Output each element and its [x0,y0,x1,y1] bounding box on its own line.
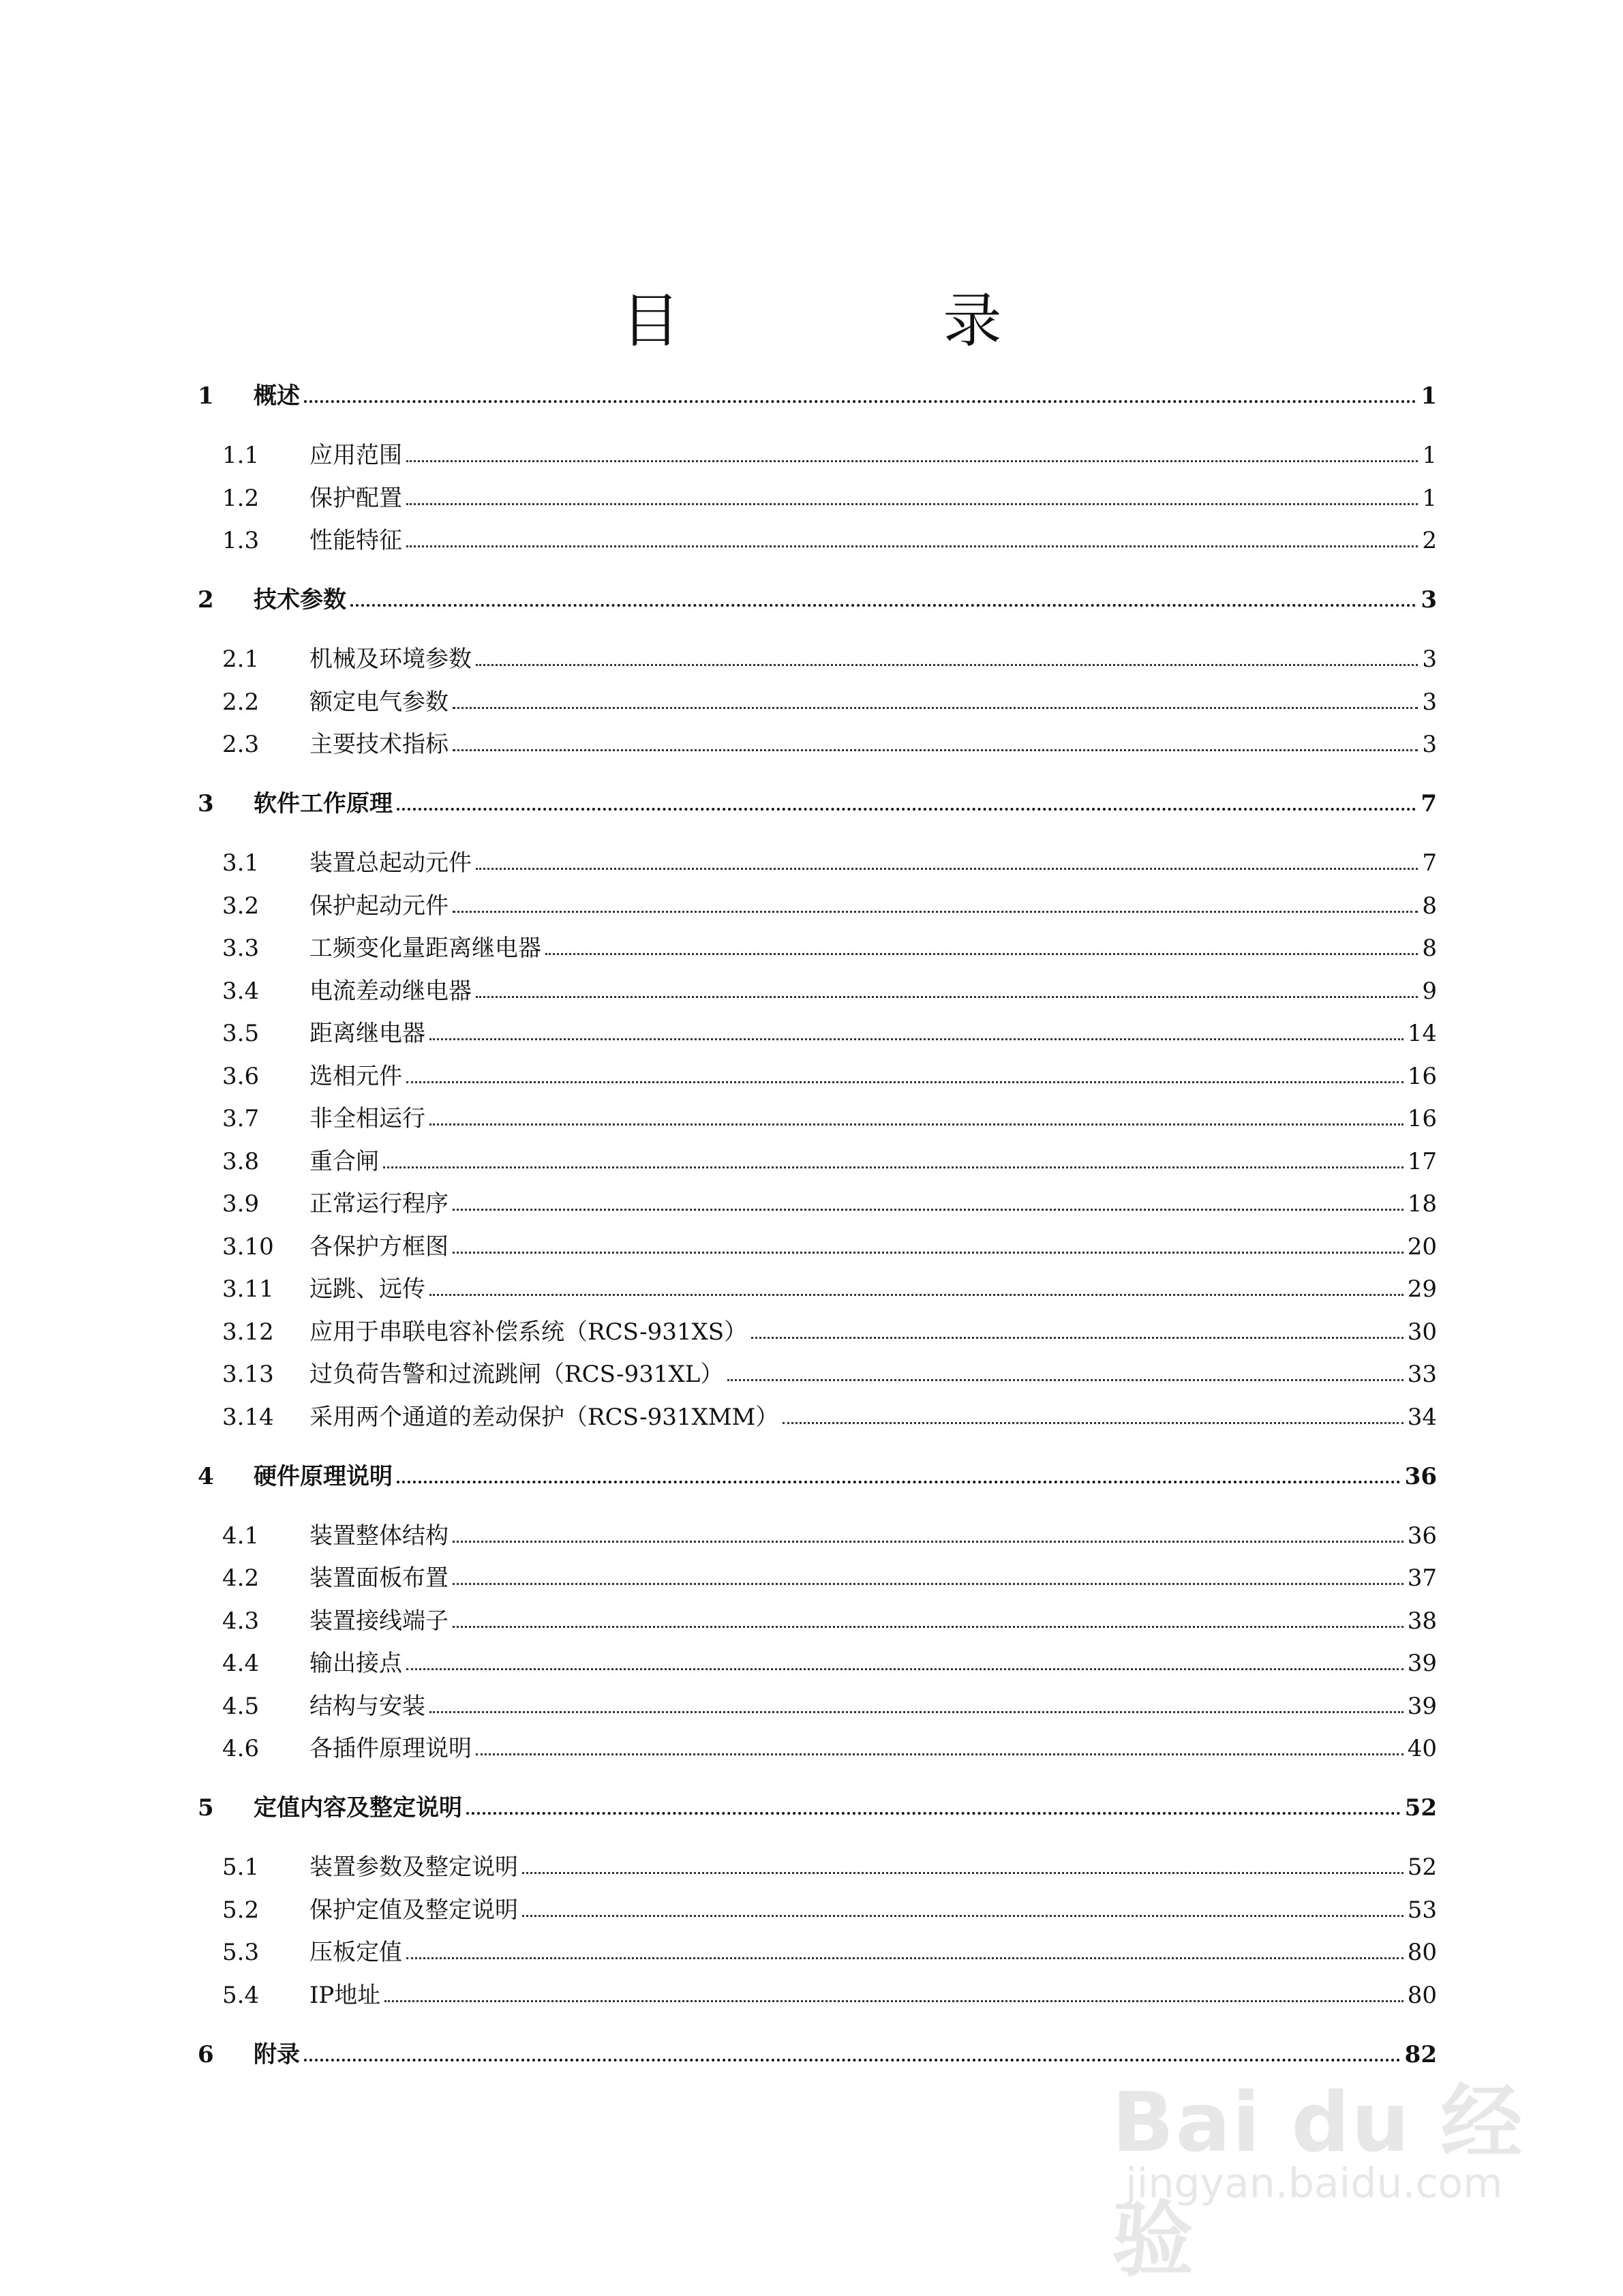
toc-section-entry[interactable] [222,518,1437,552]
toc-dot-leader [453,707,1418,709]
toc-page-number: 17 [1407,1147,1437,1175]
toc-number: 6 [198,2040,214,2068]
toc-dot-leader [350,604,1416,607]
toc-section-entry[interactable] [222,926,1437,960]
toc-title: 技术参数 [254,586,346,614]
toc-dot-leader [406,503,1418,505]
toc-dot-leader [453,1541,1404,1543]
toc-dot-leader [453,749,1418,751]
toc-page-number: 80 [1407,1939,1437,1966]
toc-title: 机械及环境参数 [309,646,472,673]
toc-title: 软件工作原理 [254,790,393,817]
toc-page-number: 82 [1404,2040,1437,2068]
toc-dot-leader [406,1957,1404,1959]
toc-page-number: 3 [1422,731,1437,758]
toc-number: 3 [198,790,214,817]
toc-title: 采用两个通道的差动保护（RCS-931XMM） [309,1403,779,1431]
toc-page-number: 39 [1407,1650,1437,1677]
toc-page-number: 52 [1404,1794,1437,1822]
toc-title: 输出接点 [309,1650,402,1677]
toc-number: 1 [198,382,214,410]
toc-page-number: 7 [1421,790,1437,817]
toc-dot-leader [476,664,1418,666]
toc-title: 正常运行程序 [309,1190,449,1218]
page-title: 目 录 [621,286,1104,355]
toc-section-entry[interactable] [222,1352,1437,1386]
toc-page-number: 80 [1407,1981,1437,2009]
toc-page-number: 1 [1421,382,1437,410]
toc-number: 3.13 [222,1361,274,1388]
toc-page-number: 36 [1407,1522,1437,1550]
toc-title: 保护起动元件 [309,892,449,920]
toc-section-entry[interactable] [222,433,1437,467]
toc-section-entry[interactable] [222,1599,1437,1633]
toc-title: 各保护方框图 [309,1233,449,1260]
toc-number: 1.3 [222,527,260,554]
toc-number: 1.1 [222,442,260,469]
toc-page-number: 30 [1407,1318,1437,1346]
toc-page-number: 16 [1407,1105,1437,1132]
toc-page-number: 53 [1407,1896,1437,1924]
toc-title: 附录 [254,2040,300,2068]
toc-dot-leader [522,1915,1404,1917]
toc-chapter-entry[interactable] [198,1454,1437,1488]
toc-title: 定值内容及整定说明 [254,1794,462,1822]
toc-number: 3.6 [222,1062,260,1090]
toc-number: 4.5 [222,1692,260,1720]
toc-dot-leader [751,1337,1404,1339]
toc-dot-leader [466,1812,1401,1815]
toc-section-entry[interactable] [222,722,1437,756]
toc-dot-leader [429,1294,1404,1296]
toc-dot-leader [476,868,1418,870]
toc-dot-leader [383,1166,1404,1168]
toc-chapter-entry[interactable] [198,577,1437,614]
toc-title: 装置接线端子 [309,1607,449,1635]
toc-number: 4.1 [222,1522,260,1550]
toc-number: 2.2 [222,688,260,716]
toc-section-entry[interactable] [222,637,1437,671]
toc-section-entry[interactable] [222,1888,1437,1922]
toc-title: 性能特征 [309,527,402,554]
toc-number: 3.10 [222,1233,274,1260]
toc-page-number: 40 [1407,1735,1437,1762]
toc-dot-leader [406,1081,1404,1083]
toc-number: 3.8 [222,1147,260,1175]
toc-dot-leader [429,1038,1404,1040]
toc-section-entry[interactable] [222,1513,1437,1550]
toc-dot-leader [453,1626,1404,1628]
toc-number: 5.4 [222,1981,260,2009]
toc-page-number: 3 [1422,646,1437,673]
toc-dot-leader [406,460,1418,462]
toc-number: 4.2 [222,1565,260,1592]
toc-dot-leader [545,953,1418,955]
toc-page-number: 38 [1407,1607,1437,1635]
toc-dot-leader [384,2000,1403,2002]
toc-number: 5.1 [222,1854,260,1881]
toc-title: 压板定值 [309,1939,402,1966]
toc-title: 额定电气参数 [309,688,449,716]
toc-section-entry[interactable] [222,1054,1437,1088]
toc-section-entry[interactable] [222,1973,1437,2007]
toc-section-entry[interactable] [222,1310,1437,1344]
toc-title: 结构与安装 [309,1692,425,1720]
toc-dot-leader [727,1379,1403,1381]
baidu-jingyan-watermark [1112,2057,1534,2288]
toc-dot-leader [453,1583,1404,1585]
toc-title: 重合闸 [309,1147,379,1175]
toc-title: 选相元件 [309,1062,402,1090]
toc-dot-leader [397,1481,1401,1483]
toc-page-number: 1 [1422,442,1437,469]
toc-title: 概述 [254,382,300,410]
toc-section-entry[interactable] [222,1726,1437,1760]
toc-page-number: 3 [1421,586,1437,614]
toc-title: 装置整体结构 [309,1522,449,1550]
toc-dot-leader [397,808,1416,811]
toc-number: 1.2 [222,484,260,512]
toc-page-number: 52 [1407,1854,1437,1881]
toc-dot-leader [406,545,1418,547]
toc-section-entry[interactable] [222,1641,1437,1675]
toc-dot-leader [783,1422,1403,1424]
toc-section-entry[interactable] [222,1845,1437,1879]
toc-chapter-entry[interactable] [198,1785,1437,1822]
toc-dot-leader [453,911,1418,913]
toc-page-number: 14 [1407,1020,1437,1047]
toc-number: 3.5 [222,1020,260,1047]
toc-section-entry[interactable] [222,1181,1437,1218]
toc-page-number: 8 [1422,935,1437,962]
toc-page-number: 8 [1422,892,1437,920]
toc-title: 工频变化量距离继电器 [309,935,541,962]
toc-title: 应用于串联电容补偿系统（RCS-931XS） [309,1318,748,1346]
toc-section-entry[interactable] [222,841,1437,875]
toc-number: 3.4 [222,977,260,1005]
toc-title: 硬件原理说明 [254,1462,393,1490]
toc-number: 3.2 [222,892,260,920]
toc-dot-leader [406,1668,1404,1670]
toc-number: 5.2 [222,1896,260,1924]
toc-dot-leader [476,1753,1404,1755]
toc-section-entry[interactable] [222,680,1437,714]
toc-section-entry[interactable] [222,1395,1437,1429]
toc-dot-leader [429,1711,1404,1713]
toc-section-entry[interactable] [222,1139,1437,1173]
toc-section-entry[interactable] [222,1011,1437,1045]
toc-number: 3.14 [222,1403,274,1431]
toc-title: 远跳、远传 [309,1275,425,1303]
toc-page-number: 36 [1404,1462,1437,1490]
toc-title: 过负荷告警和过流跳闸（RCS-931XL） [309,1361,724,1388]
toc-page-number: 34 [1407,1403,1437,1431]
toc-title: IP地址 [309,1981,381,2009]
toc-section-entry[interactable] [222,1267,1437,1301]
toc-number: 3.3 [222,935,260,962]
toc-dot-leader [453,1209,1404,1211]
toc-chapter-entry[interactable] [198,781,1437,815]
toc-number: 5 [198,1794,214,1822]
toc-dot-leader [453,1252,1404,1254]
toc-page-number: 39 [1407,1692,1437,1720]
toc-section-entry[interactable] [222,883,1437,918]
toc-section-entry[interactable] [222,969,1437,1003]
toc-page-number: 29 [1407,1275,1437,1303]
toc-number: 4.3 [222,1607,260,1635]
toc-page-number: 9 [1422,977,1437,1005]
toc-chapter-entry[interactable] [198,374,1437,408]
toc-section-entry[interactable] [222,1556,1437,1590]
toc-title: 保护定值及整定说明 [309,1896,518,1924]
toc-number: 3.1 [222,849,260,877]
watermark-url: jingyan.baidu.com [1125,2160,1503,2207]
toc-number: 3.9 [222,1190,260,1218]
toc-section-entry[interactable] [222,1096,1437,1130]
toc-number: 4.4 [222,1650,260,1677]
toc-page-number: 3 [1422,688,1437,716]
toc-dot-leader [429,1123,1404,1126]
toc-number: 4.6 [222,1735,260,1762]
watermark-logo: Bai du 经验 [1112,2076,1524,2288]
toc-page-number: 2 [1422,527,1437,554]
toc-title: 保护配置 [309,484,402,512]
toc-title: 装置总起动元件 [309,849,472,877]
toc-title: 装置面板布置 [309,1565,449,1592]
toc-title: 非全相运行 [309,1105,425,1132]
toc-page-number: 37 [1407,1565,1437,1592]
toc-number: 2.1 [222,646,260,673]
toc-section-entry[interactable] [222,1930,1437,1964]
toc-dot-leader [522,1872,1404,1874]
toc-title: 应用范围 [309,442,402,469]
toc-title: 各插件原理说明 [309,1735,472,1762]
toc-title: 距离继电器 [309,1020,425,1047]
toc-page-number: 16 [1407,1062,1437,1090]
toc-title: 装置参数及整定说明 [309,1854,518,1881]
toc-section-entry[interactable] [222,476,1437,510]
toc-number: 2.3 [222,731,260,758]
toc-section-entry[interactable] [222,1224,1437,1258]
toc-dot-leader [304,400,1416,403]
toc-title: 电流差动继电器 [309,977,472,1005]
toc-dot-leader [476,996,1418,998]
toc-number: 3.11 [222,1275,274,1303]
toc-number: 3.7 [222,1105,260,1132]
toc-page-number: 7 [1422,849,1437,877]
toc-number: 3.12 [222,1318,274,1346]
toc-number: 4 [198,1462,214,1490]
toc-number: 2 [198,586,214,614]
toc-page-number: 20 [1407,1233,1437,1260]
toc-number: 5.3 [222,1939,260,1966]
toc-page-number: 18 [1407,1190,1437,1218]
toc-title: 主要技术指标 [309,731,449,758]
toc-page-number: 33 [1407,1361,1437,1388]
toc-page-number: 1 [1422,484,1437,512]
toc-section-entry[interactable] [222,1684,1437,1718]
